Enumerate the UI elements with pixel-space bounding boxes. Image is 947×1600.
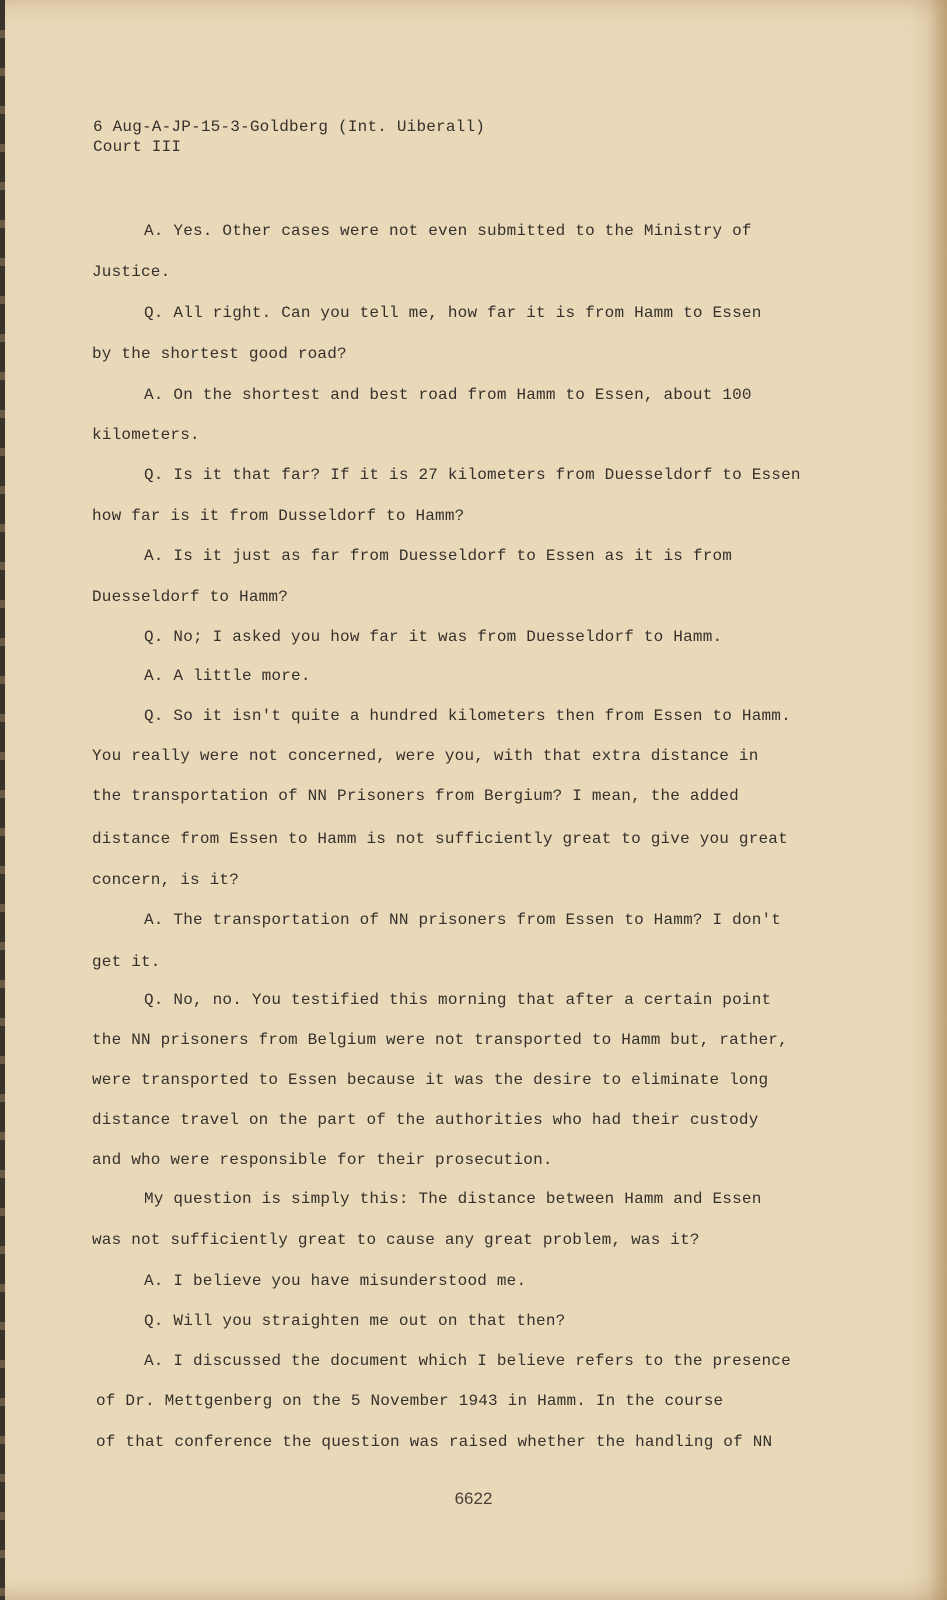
- transcript-line: Duesseldorf to Hamm?: [92, 588, 289, 606]
- transcript-line: A. Is it just as far from Duesseldorf to Essen as it is from: [144, 547, 733, 565]
- transcript-line: A. A little more.: [144, 667, 311, 685]
- transcript-line: of Dr. Mettgenberg on the 5 November 1943 in Hamm. In the course: [96, 1392, 724, 1410]
- transcript-line: A. The transportation of NN prisoners from Essen to Hamm? I don't: [144, 911, 782, 929]
- binding-edge: [0, 0, 5, 1600]
- transcript-line: A. Yes. Other cases were not even submitted to the Ministry of: [144, 222, 752, 240]
- transcript-line: My question is simply this: The distance between Hamm and Essen: [144, 1190, 762, 1208]
- transcript-line: You really were not concerned, were you, with that extra distance in: [92, 747, 759, 765]
- page-edge-shadow: [929, 0, 947, 1600]
- transcript-line: Q. So it isn't quite a hundred kilometers then from Essen to Hamm.: [144, 707, 791, 725]
- transcript-line: by the shortest good road?: [92, 345, 347, 363]
- transcript-line: A. On the shortest and best road from Hamm to Essen, about 100: [144, 386, 752, 404]
- transcript-line: distance travel on the part of the authorities who had their custody: [92, 1111, 759, 1129]
- transcript-line: concern, is it?: [92, 871, 240, 889]
- transcript-line: A. I believe you have misunderstood me.: [144, 1272, 527, 1290]
- header-court: Court III: [93, 138, 182, 156]
- transcript-line: the NN prisoners from Belgium were not transported to Hamm but, rather,: [92, 1031, 788, 1049]
- transcript-line: and who were responsible for their prosecution.: [92, 1151, 553, 1169]
- page-number: 6622: [454, 1489, 493, 1508]
- transcript-line: Q. Is it that far? If it is 27 kilometers from Duesseldorf to Essen: [144, 466, 801, 484]
- transcript-line: get it.: [92, 953, 161, 971]
- transcript-line: of that conference the question was raised whether the handling of NN: [96, 1433, 773, 1451]
- transcript-line: Q. Will you straighten me out on that then?: [144, 1312, 566, 1330]
- transcript-line: Q. All right. Can you tell me, how far it is from Hamm to Essen: [144, 304, 762, 322]
- transcript-line: Q. No, no. You testified this morning that after a certain point: [144, 991, 772, 1009]
- transcript-line: distance from Essen to Hamm is not sufficiently great to give you great: [92, 830, 788, 848]
- transcript-line: Q. No; I asked you how far it was from Duesseldorf to Hamm.: [144, 628, 723, 646]
- header-case-reference: 6 Aug-A-JP-15-3-Goldberg (Int. Uiberall): [93, 118, 486, 136]
- transcript-line: A. I discussed the document which I believe refers to the presence: [144, 1352, 791, 1370]
- transcript-line: how far is it from Dusseldorf to Hamm?: [92, 507, 465, 525]
- transcript-line: were transported to Essen because it was the desire to eliminate long: [92, 1071, 769, 1089]
- transcript-line: was not sufficiently great to cause any great problem, was it?: [92, 1231, 700, 1249]
- transcript-line: Justice.: [92, 263, 171, 281]
- transcript-line: kilometers.: [92, 426, 200, 444]
- transcript-line: the transportation of NN Prisoners from Bergium? I mean, the added: [92, 787, 739, 805]
